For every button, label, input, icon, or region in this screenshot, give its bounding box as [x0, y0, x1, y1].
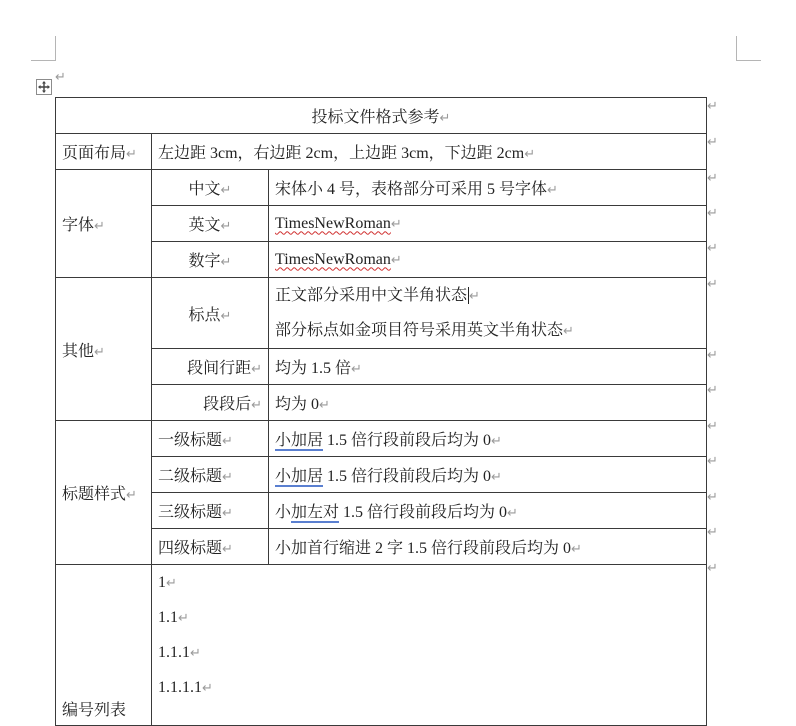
table-row [56, 206, 707, 242]
page-layout-value-cell[interactable]: 左边距 3cm，右边距 2cm，上边距 3cm，下边距 2cm↵ [152, 134, 707, 170]
table-row [56, 529, 707, 565]
grammar-text: 加左对 [291, 504, 340, 521]
row-end-mark: ↵ [707, 277, 718, 292]
font-label-cell[interactable]: 字体↵ [56, 170, 152, 278]
table-row [56, 170, 707, 206]
page-layout-label-cell[interactable]: 页面布局↵ [56, 134, 152, 170]
row-end-mark: ↵ [707, 383, 718, 398]
table-title-cell[interactable]: 投标文件格式参考↵ [56, 98, 707, 134]
row-end-mark: ↵ [707, 561, 718, 576]
h4-value-cell[interactable]: 小加首行缩进 2 字 1.5 倍行段前段后均为 0↵ [269, 529, 707, 565]
table-title: 投标文件格式参考 [311, 109, 440, 126]
list-item: 1.1↵ [158, 609, 189, 626]
font-num-value-cell[interactable]: TimesNewRoman↵ [269, 242, 707, 278]
table-row [56, 421, 707, 457]
spellcheck-text: TimesNewRoman [275, 214, 391, 232]
row-end-mark: ↵ [707, 419, 718, 434]
other-label-cell[interactable]: 其他↵ [56, 278, 152, 421]
table-row [56, 457, 707, 493]
table-row [56, 98, 707, 134]
row-end-mark: ↵ [707, 454, 718, 469]
punct-value-cell[interactable]: 正文部分采用中文半角状态 ↵ 部分标点如金项目符号采用英文半角状态↵ [269, 278, 707, 349]
row-end-mark: ↵ [707, 525, 718, 540]
grammar-text: 小加居 [275, 432, 324, 449]
list-item: 1.1.1↵ [158, 644, 201, 661]
heading-label-cell[interactable]: 标题样式↵ [56, 421, 152, 565]
table-row [56, 242, 707, 278]
font-cn-value-cell[interactable]: 宋体小 4 号，表格部分可采用 5 号字体↵ [269, 170, 707, 206]
line-spacing-value-cell[interactable]: 均为 1.5 倍↵ [269, 349, 707, 385]
table-row [56, 493, 707, 529]
h1-label-cell[interactable]: 一级标题↵ [152, 421, 269, 457]
font-en-value-cell[interactable]: TimesNewRoman↵ [269, 206, 707, 242]
h2-label-cell[interactable]: 二级标题↵ [152, 457, 269, 493]
page-corner-top-right [736, 36, 761, 61]
list-item: 1↵ [158, 574, 177, 591]
list-item: 1.1.1.1↵ [158, 679, 213, 696]
numbering-label-cell[interactable]: 编号列表 [56, 565, 152, 726]
row-end-mark: ↵ [707, 490, 718, 505]
row-end-mark: ↵ [707, 241, 718, 256]
h4-label-cell[interactable]: 四级标题↵ [152, 529, 269, 565]
numbering-list-cell[interactable] [152, 565, 707, 726]
punct-label-cell[interactable]: 标点↵ [152, 278, 269, 349]
row-end-mark: ↵ [707, 99, 718, 114]
row-end-mark: ↵ [707, 348, 718, 363]
table-row [56, 565, 707, 726]
row-end-mark: ↵ [707, 135, 718, 150]
spellcheck-text: TimesNewRoman [275, 250, 391, 268]
h3-label-cell[interactable]: 三级标题↵ [152, 493, 269, 529]
h1-value-cell[interactable]: 小加居 1.5 倍行段前段后均为 0↵ [269, 421, 707, 457]
h3-value-cell[interactable]: 小加左对 1.5 倍行段前段后均为 0↵ [269, 493, 707, 529]
format-spec-table [55, 97, 707, 726]
paragraph-mark: ↵ [55, 70, 66, 85]
grammar-text: 小加居 [275, 468, 324, 485]
font-en-label-cell[interactable]: 英文↵ [152, 206, 269, 242]
table-row [56, 385, 707, 421]
table-row [56, 278, 707, 349]
h2-value-cell[interactable]: 小加居 1.5 倍行段前段后均为 0↵ [269, 457, 707, 493]
table-row [56, 349, 707, 385]
after-para-value-cell[interactable]: 均为 0↵ [269, 385, 707, 421]
table-row [56, 134, 707, 170]
row-end-mark: ↵ [707, 206, 718, 221]
page-corner-top-left [31, 36, 56, 61]
table-move-icon[interactable] [36, 79, 52, 95]
after-para-label-cell[interactable]: 段段后↵ [152, 385, 269, 421]
line-spacing-label-cell[interactable]: 段间行距↵ [152, 349, 269, 385]
font-cn-label-cell[interactable]: 中文↵ [152, 170, 269, 206]
row-end-mark: ↵ [707, 171, 718, 186]
font-num-label-cell[interactable]: 数字↵ [152, 242, 269, 278]
